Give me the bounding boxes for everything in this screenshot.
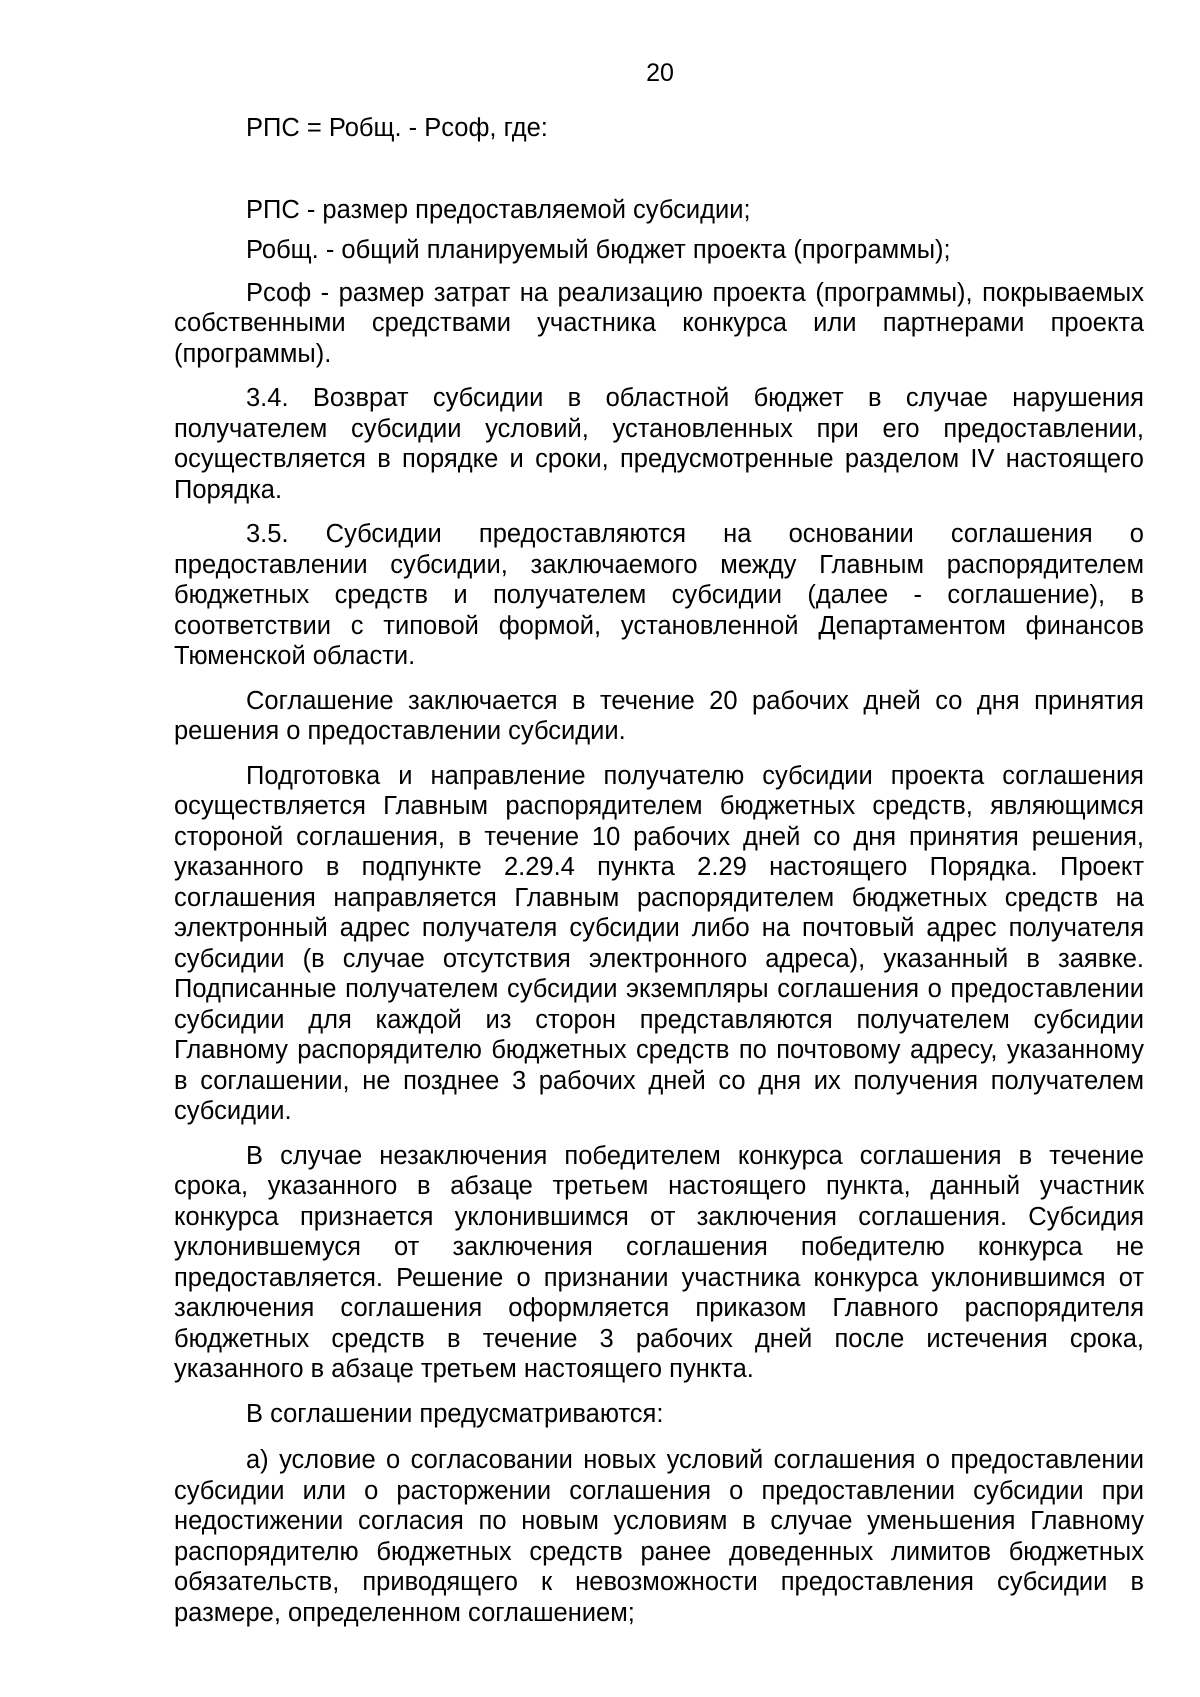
definition-item: Рсоф - размер затрат на реализацию проекта (программы), покрываемых собственными средствами участника конкурса или партнерами проекта (программы). (174, 278, 1144, 368)
paragraph: В случае незаключения победителем конкурса соглашения в течение срока, указанного в абзаце третьем настоящего пункта, данный участник конкурса признается уклонившимся от заключения соглашения. Субсидия уклонившемуся от заключения соглашения победителю конкурса не предоставляется. Решение о признании участника конкурса уклонившимся от заключения соглашения оформляется приказом Главного распорядителя бюджетных средств в течение 3 рабочих дней после истечения срока, указанного в абзаце третьем настоящего пункта. (174, 1141, 1144, 1383)
paragraph: В соглашении предусматриваются: (246, 1399, 664, 1428)
definition-item: РПС - размер предоставляемой субсидии; (246, 195, 751, 224)
paragraph-3-5: 3.5. Субсидии предоставляются на основании соглашения о предоставлении субсидии, заключаемого между Главным распорядителем бюджетных средств и получателем субсидии (далее - соглашение), в соответствии с типовой формой, установленной Департаментом финансов Тюменской области. (174, 520, 1144, 670)
page-number: 20 (646, 59, 674, 87)
paragraph: Подготовка и направление получателю субсидии проекта соглашения осуществляется Главным распорядителем бюджетных средств, являющимся стороной соглашения, в течение 10 рабочих дней со дня принятия решения, указанного в подпункте 2.29.4 пункта 2.29 настоящего Порядка. Проект соглашения направляется Главным распорядителем бюджетных средств на электронный адрес получателя субсидии либо на почтовый адрес получателя субсидии (в случае отсутствия электронного адреса), указанный в заявке. Подписанные получателем субсидии экземпляры соглашения о предоставлении субсидии для каждой из сторон представляются получателем субсидии Главному распорядителю бюджетных средств по почтовому адресу, указанному в соглашении, не позднее 3 рабочих дней со дня их получения получателем субсидии. (174, 761, 1144, 1125)
document-body (174, 113, 1144, 1628)
paragraph-3-4: 3.4. Возврат субсидии в областной бюджет в случае нарушения получателем субсидии условий, установленных при его предоставлении, осуществляется в порядке и сроки, предусмотренные разделом IV настоящего Порядка. (174, 384, 1144, 504)
paragraph: Соглашение заключается в течение 20 рабочих дней со дня принятия решения о предоставлении субсидии. (174, 686, 1144, 745)
formula-line: РПС = Робщ. - Рсоф, где: (246, 114, 548, 142)
definition-item: Робщ. - общий планируемый бюджет проекта (программы); (246, 236, 951, 264)
list-item-a: а) условие о согласовании новых условий соглашения о предоставлении субсидии или о расторжении соглашения о предоставлении субсидии при недостижении согласия по новым условиям в случае уменьшения Главному распорядителю бюджетных средств ранее доведенных лимитов бюджетных обязательств, приводящего к невозможности предоставления субсидии в размере, определенном соглашением; (174, 1446, 1144, 1627)
